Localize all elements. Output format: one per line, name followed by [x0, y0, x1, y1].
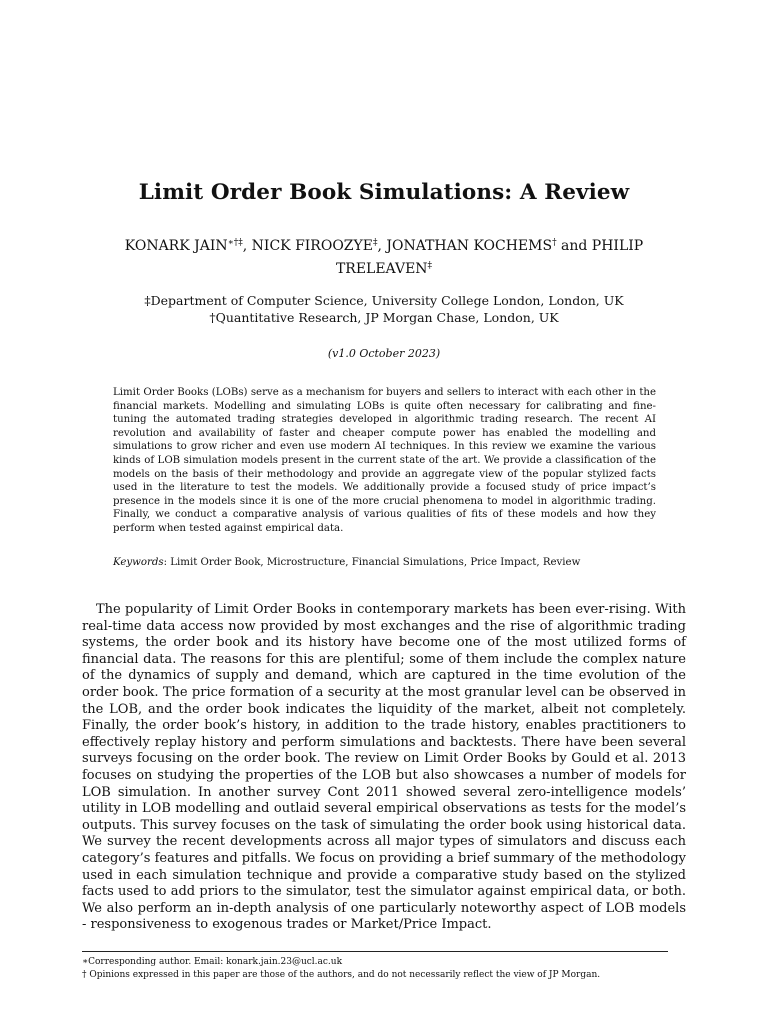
- keywords-label: Keywords: [113, 557, 164, 568]
- author-name: and PHILIP TRELEAVEN: [335, 238, 644, 277]
- footnote: † Opinions expressed in this paper are those of the authors, and do not necessarily reflect the view of JP Morgan.: [82, 969, 601, 980]
- author-name: KONARK JAIN: [124, 238, 228, 254]
- author-name: , NICK FIROOZYE: [242, 238, 373, 254]
- footnote: ∗Corresponding author. Email: konark.jain.23@ucl.ac.uk: [82, 957, 343, 967]
- footnotes: [82, 956, 686, 981]
- affiliation-line: ‡Department of Computer Science, University College London, London, UK: [144, 293, 624, 308]
- paper-title: Limit Order Book Simulations: A Review: [138, 180, 630, 205]
- affiliation-marks: †: [552, 238, 557, 248]
- keywords-text: Limit Order Book, Microstructure, Financial Simulations, Price Impact, Review: [170, 557, 581, 568]
- affiliation-marks: ‡: [427, 261, 433, 271]
- intro-paragraph: The popularity of Limit Order Books in contemporary markets has been ever-rising. With real-time data access now provided by most exchanges and the rise of algorithmic trading systems, the order book and its history have become one of the most utilized forms of financial data. The reasons for this are plentiful; some of them include the complex nature of the dynamics of supply and demand, which are captured in the time evolution of the order book. The price formation of a security at the most granular level can be observed in the LOB, and the order book indicates the liquidity of the market, albeit not completely. Finally, the order book’s history, in addition to the trade history, enables practitioners to effectively replay history and perform simulations and backtests. There have been several surveys focusing on the order book. The review on Limit Order Books by Gould et al. 2013 focuses on studying the properties of the LOB but also showcases a number of models for LOB simulation. In another survey Cont 2011 showed several zero-intelligence models’ utility in LOB modelling and outlaid several empirical observations as tests for the model’s outputs. This survey focuses on the task of simulating the order book using historical data. We survey the recent developments across all major types of simulators and discuss each category’s features and pitfalls. We focus on providing a brief summary of the methodology used in each simulation technique and provide a comparative study based on the stylized facts used to add priors to the simulator, test the simulator against empirical data, or both. We also perform an in-depth analysis of one particularly noteworthy aspect of LOB models - responsiveness to exogenous trades or Market/Price Impact.: [82, 602, 686, 933]
- author-name: , JONATHAN KOCHEMS: [377, 238, 553, 254]
- version-text: v1.0 October 2023: [332, 347, 436, 360]
- abstract: Limit Order Books (LOBs) serve as a mechanism for buyers and sellers to interact with each other in the financial markets. Modelling and simulating LOBs is quite often necessary for calibrating and fine-tuning the automated trading strategies developed in algorithmic trading research. The recent AI revolution and availability of faster and cheaper compute power has enabled the modelling and simulations to grow richer and even use modern AI techniques. In this review we examine the various kinds of LOB simulation models present in the current state of the art. We provide a classification of the models on the basis of their methodology and provide an aggregate view of the popular stylized facts used in the literature to test the models. We additionally provide a focused study of price impact’s presence in the models since it is one of the more crucial phenomena to model in algorithmic trading. Finally, we conduct a comparative analysis of various qualities of fits of these models and how they perform when tested against empirical data.: [113, 387, 656, 534]
- keywords-separator: :: [163, 557, 171, 568]
- affiliation-marks: ‡: [373, 238, 378, 248]
- affiliation-line: †Quantitative Research, JP Morgan Chase, London, UK: [209, 310, 559, 325]
- affiliations: [0, 292, 768, 326]
- author-list: [110, 233, 658, 279]
- version-paren-open: (: [327, 347, 333, 360]
- keywords: [113, 556, 656, 570]
- footnote-rule: [82, 951, 668, 952]
- affiliation-marks: ∗†‡: [227, 238, 243, 248]
- version-line: [0, 347, 768, 360]
- version-paren-close: ): [435, 347, 441, 360]
